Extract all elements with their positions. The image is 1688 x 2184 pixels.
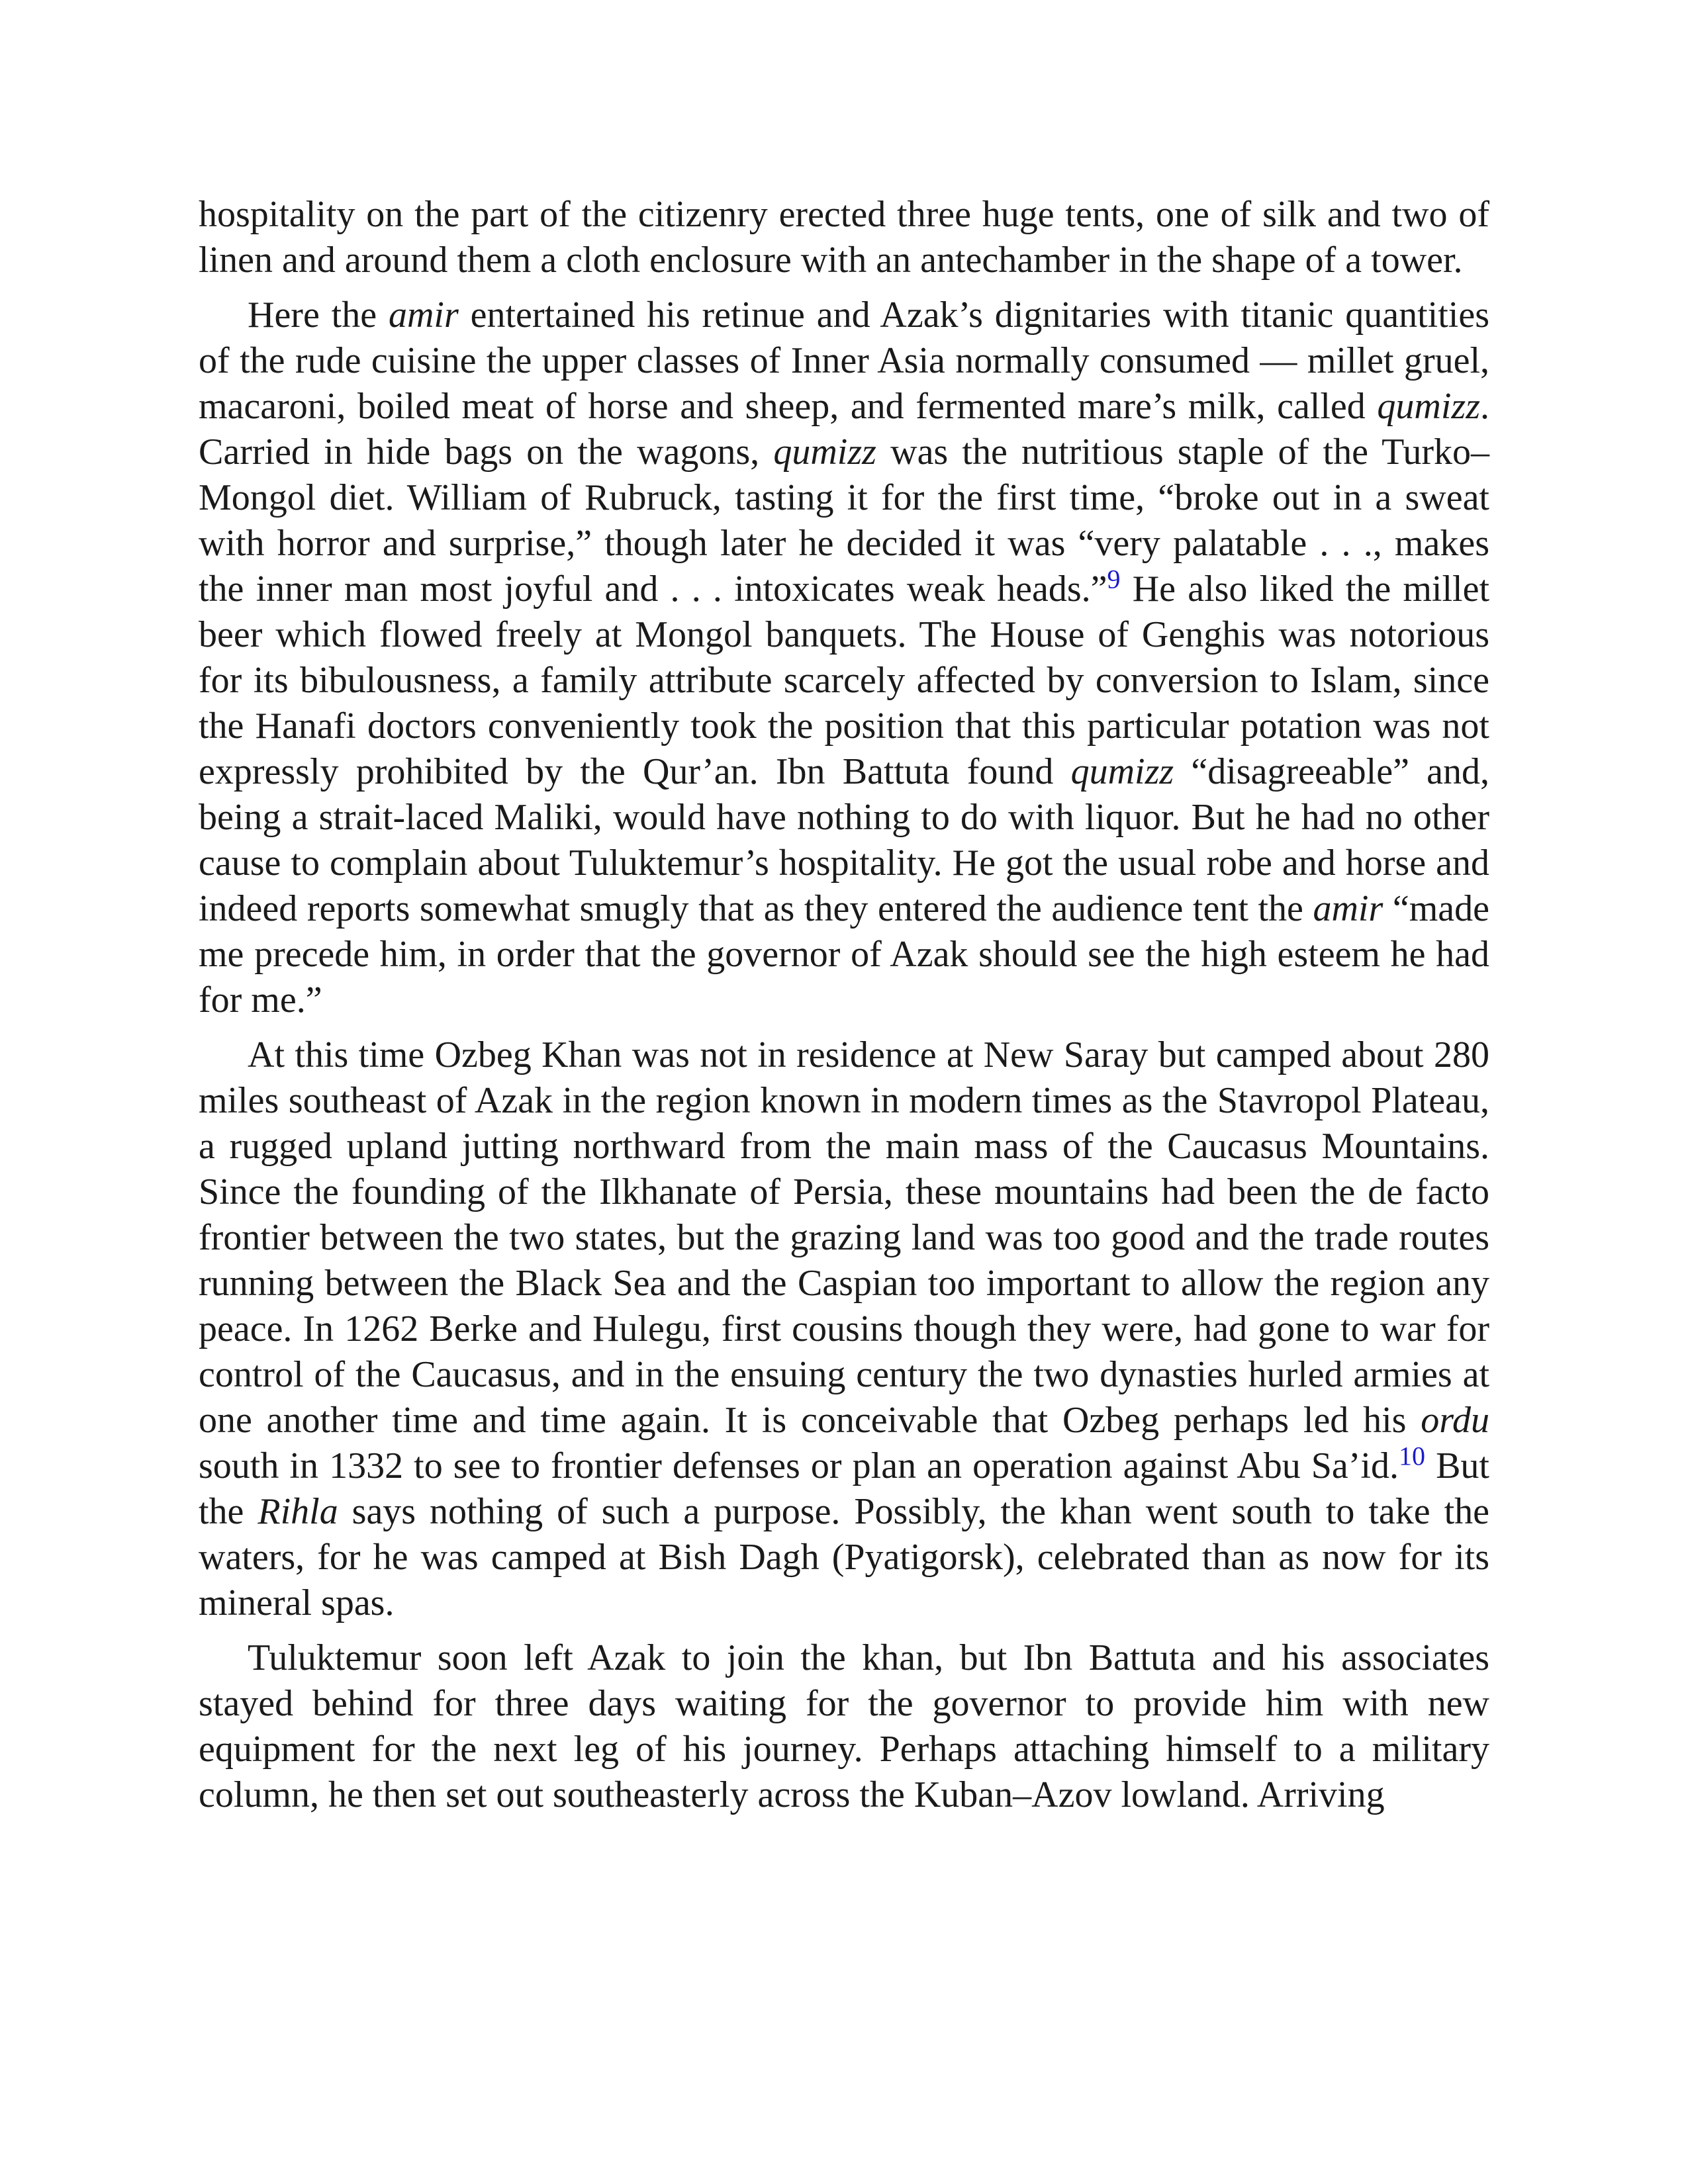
paragraph — [199, 1635, 1489, 1818]
italic-text: ordu — [1421, 1400, 1489, 1441]
body-text: Here the — [248, 295, 389, 336]
italic-text: Rihla — [258, 1491, 338, 1532]
body-text: entertained his retinue and Azak’s dignitaries with titanic quantities of the rude cuisine the upper classes of Inner Asia normally consumed — millet gruel, macaroni, boiled meat of horse and sheep, and fermented mare’s milk, called — [199, 295, 1489, 427]
paragraph — [199, 192, 1489, 283]
body-text: “made me precede him, in order that the governor of Azak should see the high esteem he had for me.” — [199, 888, 1490, 1021]
page-body — [199, 192, 1489, 1827]
body-text: But the — [199, 1445, 1489, 1532]
footnote-marker[interactable]: 10 — [1399, 1441, 1425, 1471]
body-text: south in 1332 to see to frontier defenses or plan an operation against Abu Sa’id. — [199, 1445, 1399, 1486]
italic-text: qumizz — [1070, 751, 1174, 792]
italic-text: amir — [1313, 888, 1383, 929]
body-text: . Carried in hide bags on the wagons, — [199, 386, 1489, 473]
body-text: He also liked the millet beer which flowed freely at Mongol banquets. The House of Genghis was notorious for its bibulousness, a family attribute scarcely affected by conversion to Islam, since the Hanafi doctors conveniently took the position that this particular potation was not expressly prohibited by the Qur’an. Ibn Battuta found — [199, 569, 1489, 792]
italic-text: qumizz — [1377, 386, 1480, 427]
body-text: hospitality on the part of the citizenry erected three huge tents, one of silk and two of linen and around them a cloth enclosure with an antechamber in the shape of a tower. — [199, 194, 1489, 281]
paragraph — [199, 1032, 1489, 1626]
body-text: says nothing of such a purpose. Possibly, the khan went south to take the waters, for he was camped at Bish Dagh (Pyatigorsk), celebrated than as now for its mineral spas. — [199, 1491, 1489, 1623]
italic-text: amir — [388, 295, 459, 336]
body-text: Tuluktemur soon left Azak to join the khan, but Ibn Battuta and his associates stayed behind for three days waiting for the governor to provide him with new equipment for the next leg of his journey. Perhaps attaching himself to a military column, he then set out southeasterly across the Kuban–Azov lowland. Arriving — [199, 1637, 1489, 1815]
footnote-marker[interactable]: 9 — [1107, 564, 1121, 594]
paragraph — [199, 293, 1489, 1023]
body-text: At this time Ozbeg Khan was not in residence at New Saray but camped about 280 miles southeast of Azak in the region known in modern times as the Stavropol Plateau, a rugged upland jutting northward from the main mass of the Caucasus Mountains. Since the founding of the Ilkhanate of Persia, these mountains had been the de facto frontier between the two states, but the grazing land was too good and the trade routes running between the Black Sea and the Caspian too important to allow the region any peace. In 1262 Berke and Hulegu, first cousins though they were, had gone to war for control of the Caucasus, and in the ensuing century the two dynasties hurled armies at one another time and time again. It is conceivable that Ozbeg perhaps led his — [199, 1034, 1489, 1441]
body-text: was the nutritious staple of the Turko–Mongol diet. William of Rubruck, tasting it for the first time, “broke out in a sweat with horror and surprise,” though later he decided it was “very palatable . . ., makes the inner man most joyful and . . . intoxicates weak heads.” — [199, 432, 1489, 610]
body-text: “disagreeable” and, being a strait-laced Maliki, would have nothing to do with liquor. But he had no other cause to complain about Tuluktemur’s hospitality. He got the usual robe and horse and indeed reports somewhat smugly that as they entered the audience tent the — [199, 751, 1489, 929]
italic-text: qumizz — [773, 432, 876, 473]
